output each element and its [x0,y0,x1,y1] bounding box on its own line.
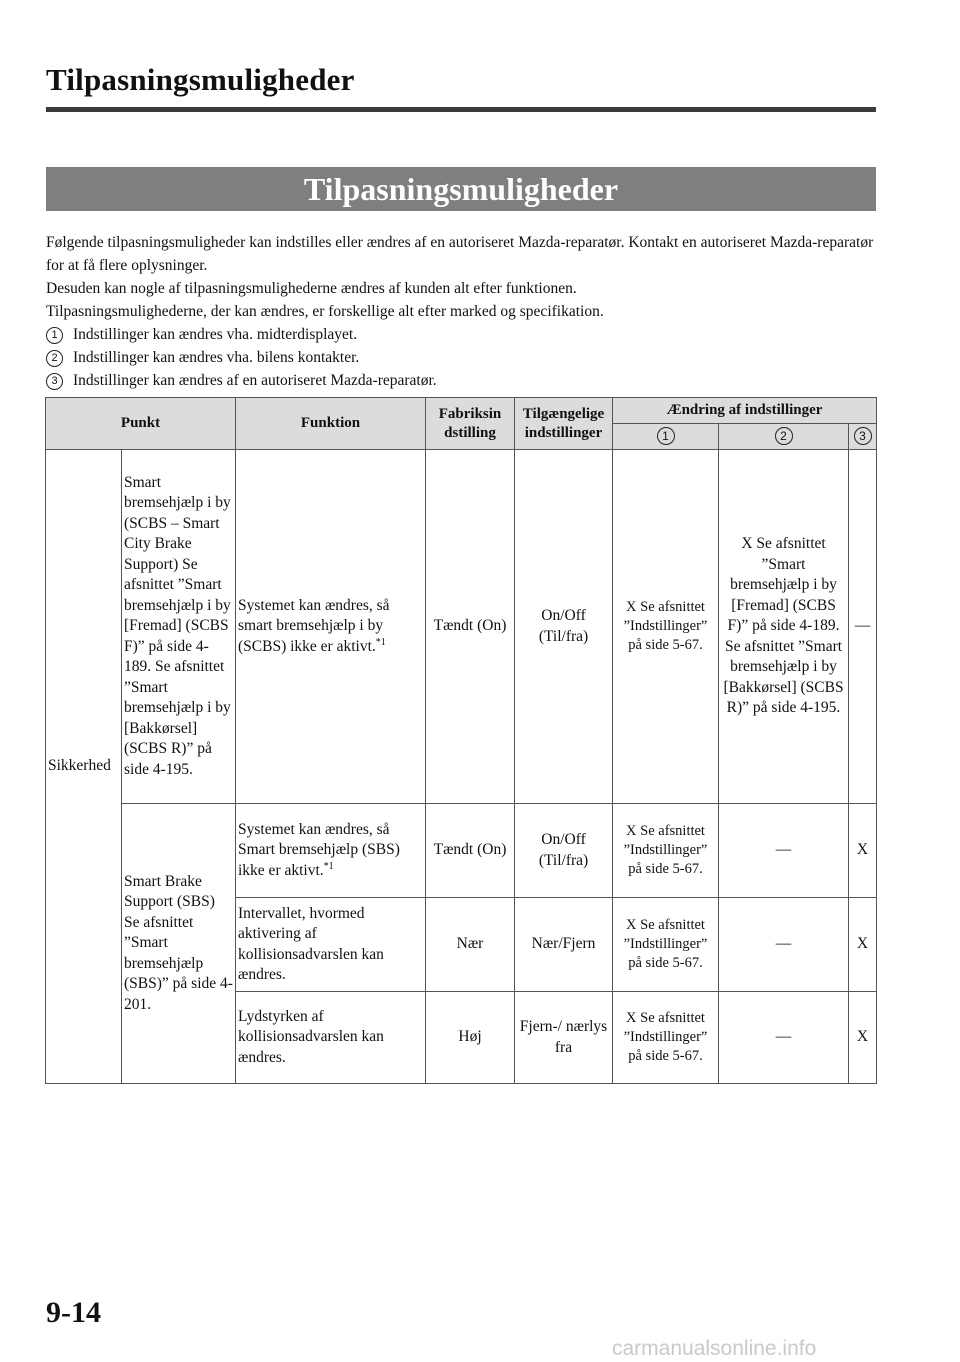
header-tilgaengelige: Tilgængelige indstillinger [515,398,613,450]
category-cell: Sikkerhed [46,450,122,1084]
available-cell: Fjern-/ nærlys fra [515,992,613,1084]
function-cell: Intervallet, hvormed aktivering af kollisionsadvarslen kan ændres. [236,898,426,992]
header-fabriksindstilling: Fabriksin dstilling [426,398,515,450]
header-col-3 [849,424,877,450]
factory-cell: Høj [426,992,515,1084]
function-cell [236,450,426,804]
circled-number-icon: 1 [657,427,675,445]
watermark: carmanualsonline.info [612,1337,817,1360]
change-col1-cell: X Se afsnittet ”Indstillinger” på side 5-67. [613,898,719,992]
function-text: Systemet kan ændres, så Smart bremsehjælp (SBS) ikke er aktivt. [238,820,400,879]
available-cell: Nær/Fjern [515,898,613,992]
header-funktion: Funktion [236,398,426,450]
legend-text: Indstillinger kan ændres af en autoriseret Mazda-reparatør. [73,372,437,389]
change-col3-cell: X [849,992,877,1084]
intro-paragraph: Følgende tilpasningsmuligheder kan indstilles eller ændres af en autoriseret Mazda-reparatør. Kontakt en autoriseret Mazda-reparatør for at få flere oplysninger. [46,234,874,274]
circled-number-icon: 3 [854,427,872,445]
legend-text: Indstillinger kan ændres vha. bilens kontakter. [73,349,360,366]
change-col1-cell: X Se afsnittet ”Indstillinger” på side 5-67. [613,804,719,898]
change-col3-cell: X [849,804,877,898]
available-cell: On/Off (Til/fra) [515,804,613,898]
change-col1-cell: X Se afsnittet ”Indstillinger” på side 5-67. [613,450,719,804]
intro-paragraph: Tilpasningsmulighederne, der kan ændres, er forskellige alt efter marked og specifikation. [46,303,604,320]
header-rule [46,107,876,112]
change-col2-cell: — [719,898,849,992]
legend-item-3 [46,369,886,392]
factory-cell: Tændt (On) [426,804,515,898]
circled-number-icon: 1 [46,327,63,344]
running-head: Tilpasningsmuligheder [46,62,355,97]
page-number: 9-14 [46,1296,101,1329]
intro-paragraph: Desuden kan nogle af tilpasningsmulighederne ændres af kunden alt efter funktionen. [46,280,577,297]
intro-text [46,231,886,392]
change-col2-cell: — [719,992,849,1084]
circled-number-icon: 3 [46,373,63,390]
change-col2-cell: — [719,804,849,898]
legend-item-1 [46,323,886,346]
footnote-ref: *1 [375,636,386,648]
header-aendring: Ændring af indstillinger [613,398,877,424]
customization-table [45,397,877,1084]
change-col2-cell: X Se afsnittet ”Smart bremsehjælp i by [Fremad] (SCBS F)” på side 4-189. Se afsnittet ”Smart bremsehjælp i by [Bakkørsel] (SCBS R)” på side 4-195. [719,450,849,804]
header-punkt: Punkt [46,398,236,450]
function-cell [236,804,426,898]
available-cell: On/Off (Til/fra) [515,450,613,804]
change-col3-cell: — [849,450,877,804]
factory-cell: Tændt (On) [426,450,515,804]
change-col3-cell: X [849,898,877,992]
section-banner: Tilpasningsmuligheder [46,167,876,211]
header-col-1 [613,424,719,450]
table-row [46,804,877,898]
item-cell: Smart Brake Support (SBS) Se afsnittet ”Smart bremsehjælp (SBS)” på side 4-201. [122,804,236,1084]
legend-item-2 [46,346,886,369]
function-text: Systemet kan ændres, så smart bremsehjælp i by (SCBS) ikke er aktivt. [238,596,390,655]
factory-cell: Nær [426,898,515,992]
table-row [46,450,877,804]
circled-number-icon: 2 [775,427,793,445]
item-cell: Smart bremsehjælp i by (SCBS – Smart City Brake Support) Se afsnittet ”Smart bremsehjælp i by [Fremad] (SCBS F)” på side 4-189. Se afsnittet ”Smart bremsehjælp i by [Bakkørsel] (SCBS R)” på side 4-195. [122,450,236,804]
change-col1-cell: X Se afsnittet ”Indstillinger” på side 5-67. [613,992,719,1084]
legend-text: Indstillinger kan ændres vha. midterdisplayet. [73,326,358,343]
circled-number-icon: 2 [46,350,63,367]
header-col-2 [719,424,849,450]
function-cell: Lydstyrken af kollisionsadvarslen kan ændres. [236,992,426,1084]
footnote-ref: *1 [323,860,334,872]
